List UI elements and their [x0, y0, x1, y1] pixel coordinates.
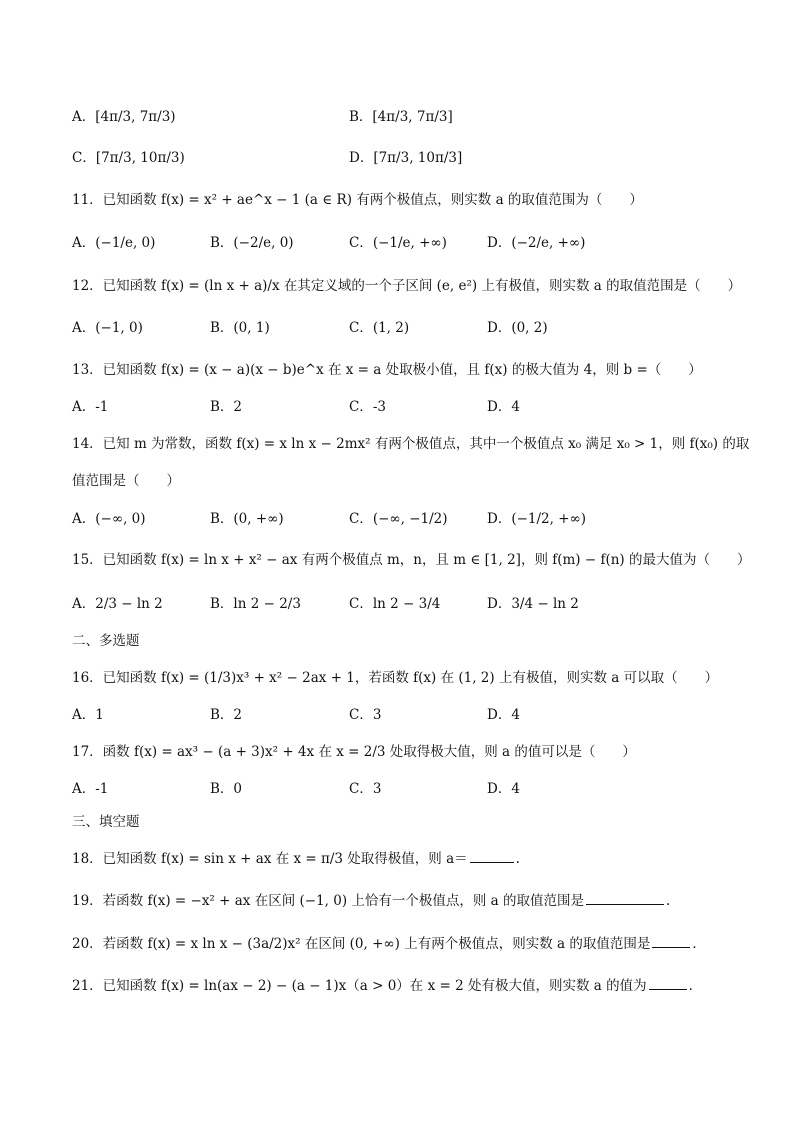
q16-option-b: B．2 [210, 707, 243, 723]
q14-option-b: B．(0, +∞) [210, 511, 284, 527]
q12-option-a: A．(−1, 0) [72, 320, 143, 336]
q17-option-d: D．4 [487, 781, 520, 797]
q16-option-c: C．3 [349, 707, 382, 723]
q13-stem: 13．已知函数 f(x) = (x − a)(x − b)e^x 在 x = a 处取极小值，且 f(x) 的极大值为 4，则 b =（ ） [72, 362, 702, 378]
q12-option-c: C．(1, 2) [349, 320, 410, 336]
q16-option-d: D．4 [487, 707, 520, 723]
q15-option-c: C．ln 2 − 3/4 [349, 596, 441, 612]
q18-tail: . [515, 851, 520, 867]
q12-stem: 12．已知函数 f(x) = (ln x + a)/x 在其定义域的一个子区间 (e, e²) 上有极值，则实数 a 的取值范围是（ ） [72, 278, 742, 294]
q15-option-a: A．2/3 − ln 2 [72, 596, 163, 612]
q11-option-d: D．(−2/e, +∞) [487, 235, 586, 251]
q18-stem: 18．已知函数 f(x) = sin x + ax 在 x = π/3 处取得极值，则 a＝ [72, 851, 468, 867]
q12-option-d: D．(0, 2) [487, 320, 548, 336]
q14-option-d: D．(−1/2, +∞) [487, 511, 587, 527]
q10-option-d: D．[7π/3, 10π/3] [349, 150, 463, 166]
q10-option-a: A．[4π/3, 7π/3) [72, 109, 176, 125]
q20-line [72, 933, 724, 954]
q14-stem-line1: 14．已知 m 为常数，函数 f(x) = x ln x − 2mx² 有两个极值点，其中一个极值点 x₀ 满足 x₀ > 1，则 f(x₀) 的取 [72, 436, 750, 452]
q17-option-a: A．-1 [72, 781, 109, 797]
section-heading-multiple-choice: 二、多选题 [72, 633, 140, 649]
q13-option-b: B．2 [210, 399, 243, 415]
q20-tail: ． [692, 936, 706, 952]
q18-answer-blank[interactable] [470, 848, 514, 863]
q15-option-b: B．ln 2 − 2/3 [210, 596, 301, 612]
q14-stem-line2: 值范围是（ ） [72, 473, 180, 489]
q12-option-b: B．(0, 1) [210, 320, 270, 336]
q14-option-a: A．(−∞, 0) [72, 511, 146, 527]
q10-option-c: C．[7π/3, 10π/3) [72, 150, 185, 166]
q21-answer-blank[interactable] [649, 975, 687, 990]
q15-stem: 15．已知函数 f(x) = ln x + x² − ax 有两个极值点 m，n，且 m ∈ [1, 2]，则 f(m) − f(n) 的最大值为（ ） [72, 552, 751, 568]
q13-option-d: D．4 [487, 399, 520, 415]
q21-line [72, 975, 724, 996]
q17-option-b: B．0 [210, 781, 243, 797]
section-heading-fill-in: 三、填空题 [72, 814, 140, 830]
q17-option-c: C．3 [349, 781, 382, 797]
q16-option-a: A．1 [72, 707, 104, 723]
q11-option-c: C．(−1/e, +∞) [349, 235, 447, 251]
q19-line [72, 890, 724, 911]
q13-option-a: A．-1 [72, 399, 109, 415]
q11-option-b: B．(−2/e, 0) [210, 235, 294, 251]
q19-stem: 19．若函数 f(x) = −x² + ax 在区间 (−1, 0) 上恰有一个极值点，则 a 的取值范围是 [72, 893, 585, 909]
q20-answer-blank[interactable] [652, 933, 690, 948]
q15-option-d: D．3/4 − ln 2 [487, 596, 579, 612]
q19-tail: . [666, 893, 671, 909]
q10-option-b: B．[4π/3, 7π/3] [349, 109, 453, 125]
q14-option-c: C．(−∞, −1/2) [349, 511, 448, 527]
q16-stem: 16．已知函数 f(x) = (1/3)x³ + x² − 2ax + 1，若函数 f(x) 在 (1, 2) 上有极值，则实数 a 可以取（ ） [72, 670, 719, 686]
q21-stem: 21．已知函数 f(x) = ln(ax − 2) − (a − 1)x（a > 0）在 x = 2 处有极大值，则实数 a 的值为 [72, 978, 647, 994]
q18-line [72, 848, 724, 869]
q17-stem: 17．函数 f(x) = ax³ − (a + 3)x² + 4x 在 x = 2/3 处取得极大值，则 a 的值可以是（ ） [72, 744, 636, 760]
q19-answer-blank[interactable] [586, 890, 664, 905]
q20-stem: 20．若函数 f(x) = x ln x − (3a/2)x² 在区间 (0, +∞) 上有两个极值点，则实数 a 的取值范围是 [72, 936, 651, 952]
q21-tail: ． [688, 978, 703, 994]
q11-stem: 11．已知函数 f(x) = x² + ae^x − 1 (a ∈ R) 有两个极值点，则实数 a 的取值范围为（ ） [72, 192, 643, 208]
q13-option-c: C．-3 [349, 399, 386, 415]
q11-option-a: A．(−1/e, 0) [72, 235, 156, 251]
